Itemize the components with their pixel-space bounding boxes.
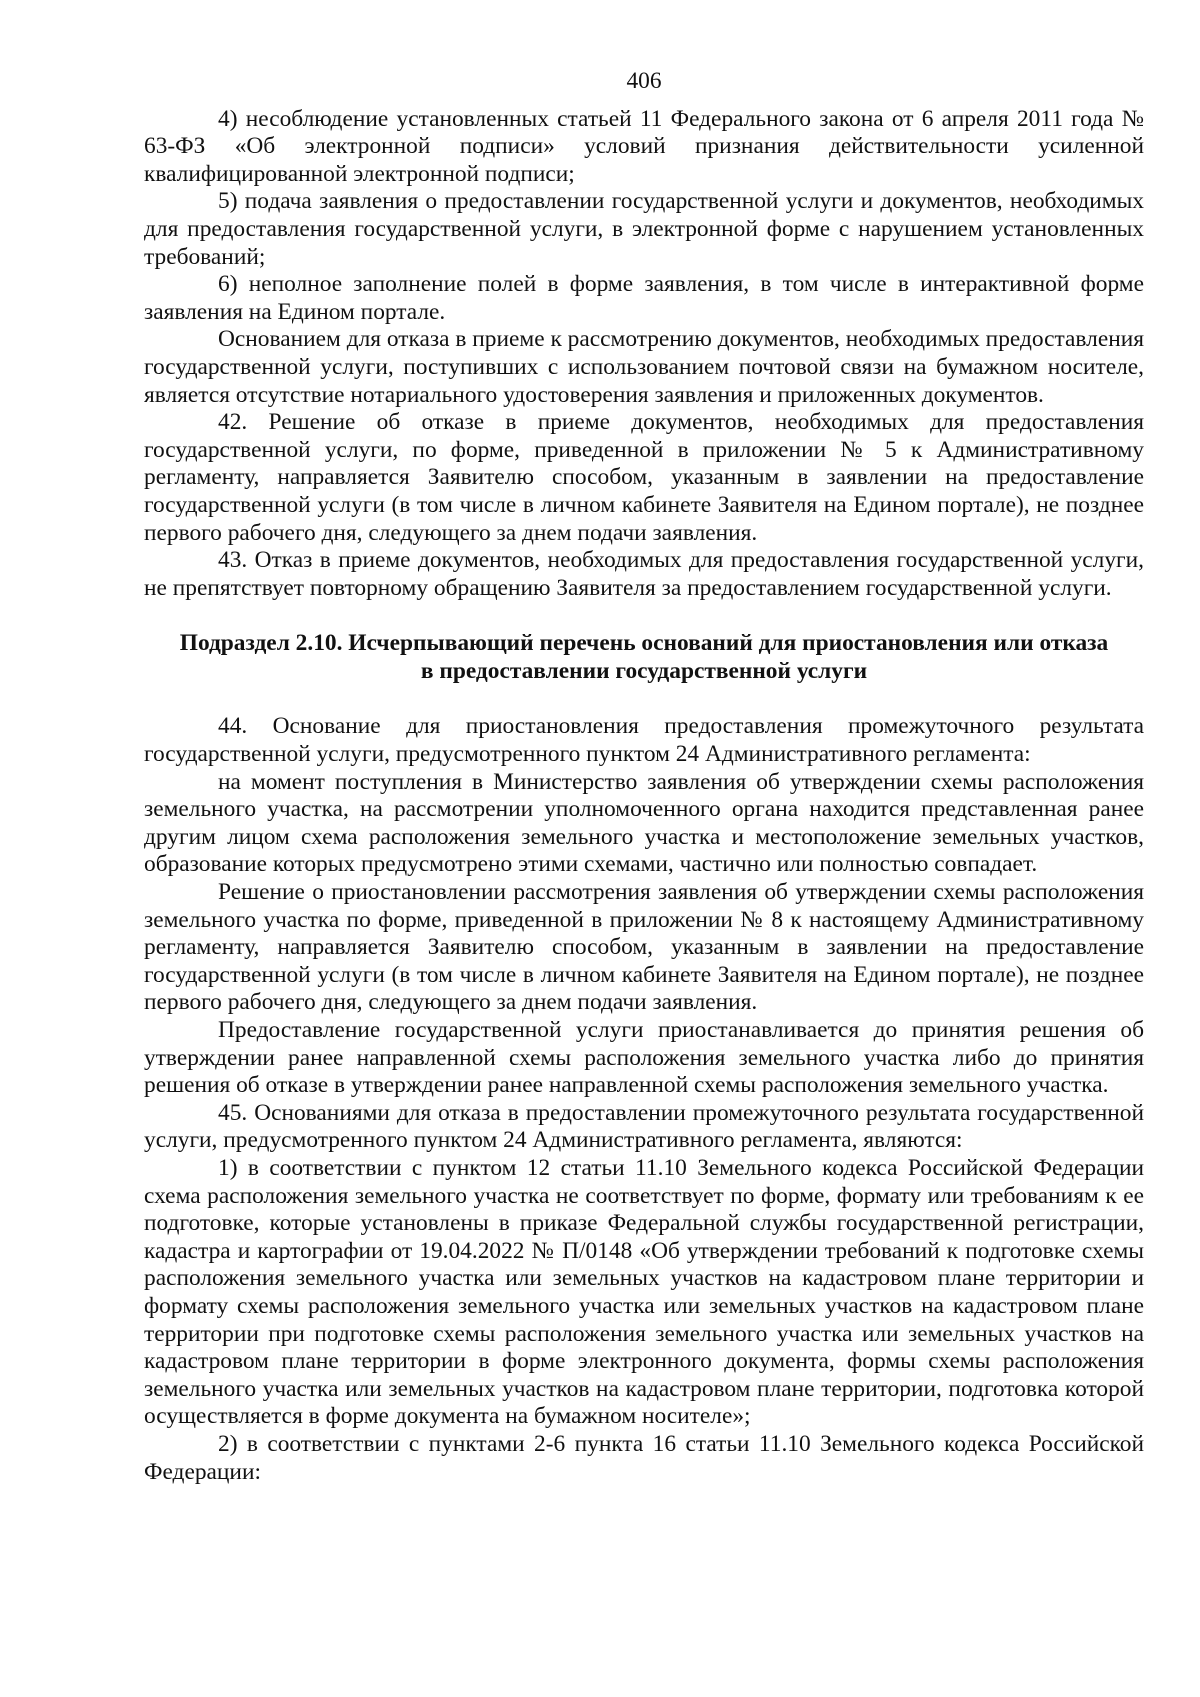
paragraph-suspension-decision: Решение о приостановлении рассмотрения заявления об утверждении схемы расположения земельного участка по форме, приведенной в приложении № 8 к настоящему Административному регламенту, направляется Заявителю способом, указанным в заявлении на предоставление государственной услуги (в том числе в личном кабинете Заявителя на Едином портале), не позднее первого рабочего дня, следующего за днем подачи заявления.	[144, 879, 1144, 1016]
paragraph-item-5: 5) подача заявления о предоставлении государственной услуги и документов, необходимых для предоставления государственной услуги, в электронной форме с нарушением установленных требований;	[144, 188, 1144, 270]
paragraph-43: 43. Отказ в приеме документов, необходимых для предоставления государственной услуги, не препятствует повторному обращению Заявителя за предоставлением государственной услуги.	[144, 547, 1144, 601]
paragraph-44: 44. Основание для приостановления предоставления промежуточного результата государственной услуги, предусмотренного пунктом 24 Административного регламента:	[144, 713, 1144, 768]
paragraph-postal-refusal: Основанием для отказа в приеме к рассмотрению документов, необходимых предоставления государственной услуги, поступивших с использованием почтовой связи на бумажном носителе, является отсутствие нотариального удостоверения заявления и приложенных документов.	[144, 326, 1144, 408]
section-heading	[144, 630, 1144, 685]
page-number: 406	[626, 68, 662, 94]
paragraph-45: 45. Основаниями для отказа в предоставлении промежуточного результата государственной услуги, предусмотренного пунктом 24 Административного регламента, являются:	[144, 1099, 1144, 1154]
paragraph-suspension-duration: Предоставление государственной услуги приостанавливается до принятия решения об утверждении ранее направленной схемы расположения земельного участка либо до принятия решения об отказе в утверждении ранее направленной схемы расположения земельного участка.	[144, 1017, 1144, 1099]
document-page	[144, 68, 1144, 1486]
paragraph-45-item-1: 1) в соответствии с пунктом 12 статьи 11.10 Земельного кодекса Российской Федерации схема расположения земельного участка не соответствует по форме, формату или требованиям к ее подготовке, которые установлены в приказе Федеральной службы государственной регистрации, кадастра и картографии от 19.04.2022 № П/0148 «Об утверждении требований к подготовке схемы расположения земельного участка или земельных участков на кадастровом плане территории и формату схемы расположения земельного участка или земельных участков на кадастровом плане территории при подготовке схемы расположения земельного участка или земельных участков на кадастровом плане территории в форме электронного документа, формы схемы расположения земельного участка или земельных участков на кадастровом плане территории, подготовка которой осуществляется в форме документа на бумажном носителе»;	[144, 1154, 1144, 1430]
paragraph-item-6: 6) неполное заполнение полей в форме заявления, в том числе в интерактивной форме заявления на Едином портале.	[144, 271, 1144, 325]
paragraph-item-4: 4) несоблюдение установленных статьей 11 Федерального закона от 6 апреля 2011 года № 63-ФЗ «Об электронной подписи» условий признания действительности усиленной квалифицированной электронной подписи;	[144, 105, 1144, 187]
paragraph-45-item-2: 2) в соответствии с пунктами 2-6 пункта 16 статьи 11.10 Земельного кодекса Российской Федерации:	[144, 1430, 1144, 1485]
section-heading-line-1: Подраздел 2.10. Исчерпывающий перечень оснований для приостановления или отказа	[179, 630, 1109, 657]
paragraph-42: 42. Решение об отказе в приеме документов, необходимых для предоставления государственной услуги, по форме, приведенной в приложении № 5 к Административному регламенту, направляется Заявителю способом, указанным в заявлении на предоставление государственной услуги (в том числе в личном кабинете Заявителя на Едином портале), не позднее первого рабочего дня, следующего за днем подачи заявления.	[144, 409, 1144, 546]
paragraph-44-condition: на момент поступления в Министерство заявления об утверждении схемы расположения земельного участка, на рассмотрении уполномоченного органа находится представленная ранее другим лицом схема расположения земельного участка и местоположение земельных участков, образование которых предусмотрено этими схемами, частично или полностью совпадает.	[144, 768, 1144, 878]
section-heading-line-2: в предоставлении государственной услуги	[420, 657, 868, 684]
